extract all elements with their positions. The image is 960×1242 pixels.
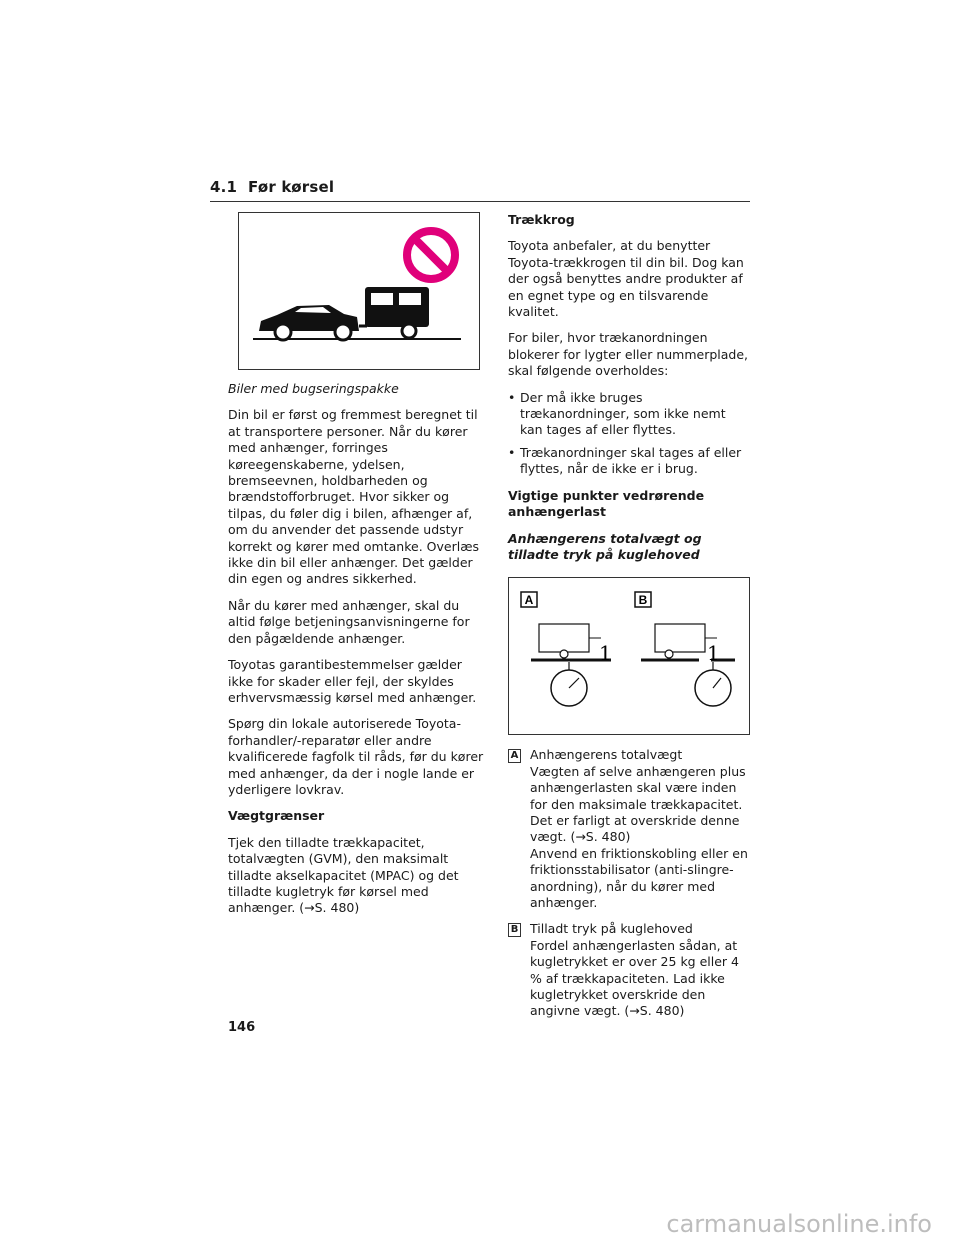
- label-a: [521, 592, 537, 607]
- left-column: [228, 212, 486, 927]
- bullet-list: [508, 390, 752, 478]
- item-a-body2: Anvend en friktionskobling eller en friktionsstabilisator (anti-slingre-anordning), når du kører med anhænger.: [530, 845, 748, 910]
- section-header: [210, 178, 750, 202]
- badge-b: B: [508, 923, 521, 937]
- subheading-total-weight: Anhængerens totalvægt og tilladte tryk på kuglehoved: [508, 530, 702, 562]
- paragraph-lights: For biler, hvor trækanordningen blokerer for lygter eller nummerplade, skal følgende overholdes:: [508, 330, 749, 379]
- heading-tow-hitch: Trækkrog: [508, 212, 575, 227]
- list-item: • Trækanordninger skal tages af eller flyttes, når de ikke er i brug.: [508, 445, 752, 478]
- page-number: 146: [228, 1020, 256, 1035]
- trailer-scale-a: [531, 624, 612, 706]
- section-name: Før kørsel: [248, 178, 335, 196]
- item-b: [508, 921, 752, 1019]
- paragraph-intro: Din bil er først og fremmest beregnet til at transportere personer. Når du kører med anhænger, forringes køreegenskaberne, ydelsen, bremseevnen, holdbarheden og brændstofforbruget. Hvor sikker og tilpas, du føler dig i bilen, afhænger af, om du anvender det passende udstyr korrekt og kører med omtanke. Overlæs ikke din bil eller anhænger. Det gælder din egen og andres sikkerhed.: [228, 407, 479, 587]
- paragraph-dealer: Spørg din lokale autoriserede Toyota-forhandler/-reparatør eller andre kvalificerede fagfolk til råds, før du kører med anhænger, da der i nogle lande er yderligere lovkrav.: [228, 716, 484, 797]
- paragraph-tow-hitch: Toyota anbefaler, at du benytter Toyota-trækkrogen til din bil. Dog kan der også benyttes andre produkter af en egnet type og en tilsvarende kvalitet.: [508, 238, 744, 320]
- item-a-body: Vægten af selve anhængeren plus anhængerlasten skal være inden for den maksimale trækkapacitet. Det er farligt at overskride denne vægt. (→S. 480): [530, 763, 746, 845]
- badge-a: A: [508, 749, 521, 763]
- trailer-icon: [365, 287, 429, 338]
- header-rule: [210, 201, 750, 202]
- svg-text:B: B: [638, 593, 648, 608]
- heading-trailer-load: Vigtige punkter vedrørende anhængerlast: [508, 487, 705, 520]
- label-b: [635, 592, 651, 607]
- paragraph-instructions: Når du kører med anhænger, skal du altid følge betjeningsanvisningerne for den pågældende anhænger.: [228, 597, 470, 646]
- list-item: • Der må ikke bruges trækanordninger, som ikke nemt kan tages af eller flyttes.: [508, 390, 752, 439]
- trailer-scale-b: [641, 624, 735, 706]
- car-icon: [259, 305, 367, 340]
- watermark: carmanualsonline.info: [666, 1210, 932, 1238]
- item-a: [508, 747, 752, 911]
- item-b-title: Tilladt tryk på kuglehoved: [530, 921, 693, 937]
- item-b-body: Fordel anhængerlasten sådan, at kugletrykket er over 25 kg eller 4 % af trækkapaciteten. Lad ikke kugletrykket overskride den angivne vægt. (→S. 480): [530, 937, 739, 1019]
- item-a-title: Anhængerens totalvægt: [530, 747, 683, 763]
- section-title: [210, 178, 750, 196]
- heading-weight-limits: Vægtgrænser: [228, 808, 325, 824]
- right-column: [508, 212, 752, 1030]
- paragraph-warranty: Toyotas garantibestemmelser gælder ikke for skader eller fejl, der skyldes erhvervsmæssig kørsel med anhænger.: [228, 657, 477, 705]
- prohibition-icon: [407, 231, 455, 279]
- paragraph-weight-limits: Tjek den tilladte trækkapacitet, totalvægten (GVM), den maksimalt tilladte akselkapacitet (MPAC) og det tilladte kugletryk før kørsel med anhænger. (→S. 480): [228, 834, 459, 916]
- svg-text:1: 1: [599, 641, 612, 666]
- weight-diagram: [508, 577, 750, 735]
- svg-text:1: 1: [707, 641, 720, 666]
- svg-text:A: A: [524, 593, 534, 608]
- figure-caption: Biler med bugseringspakke: [228, 381, 399, 396]
- section-number: 4.1: [210, 178, 238, 196]
- towing-prohibited-illustration: [238, 212, 480, 370]
